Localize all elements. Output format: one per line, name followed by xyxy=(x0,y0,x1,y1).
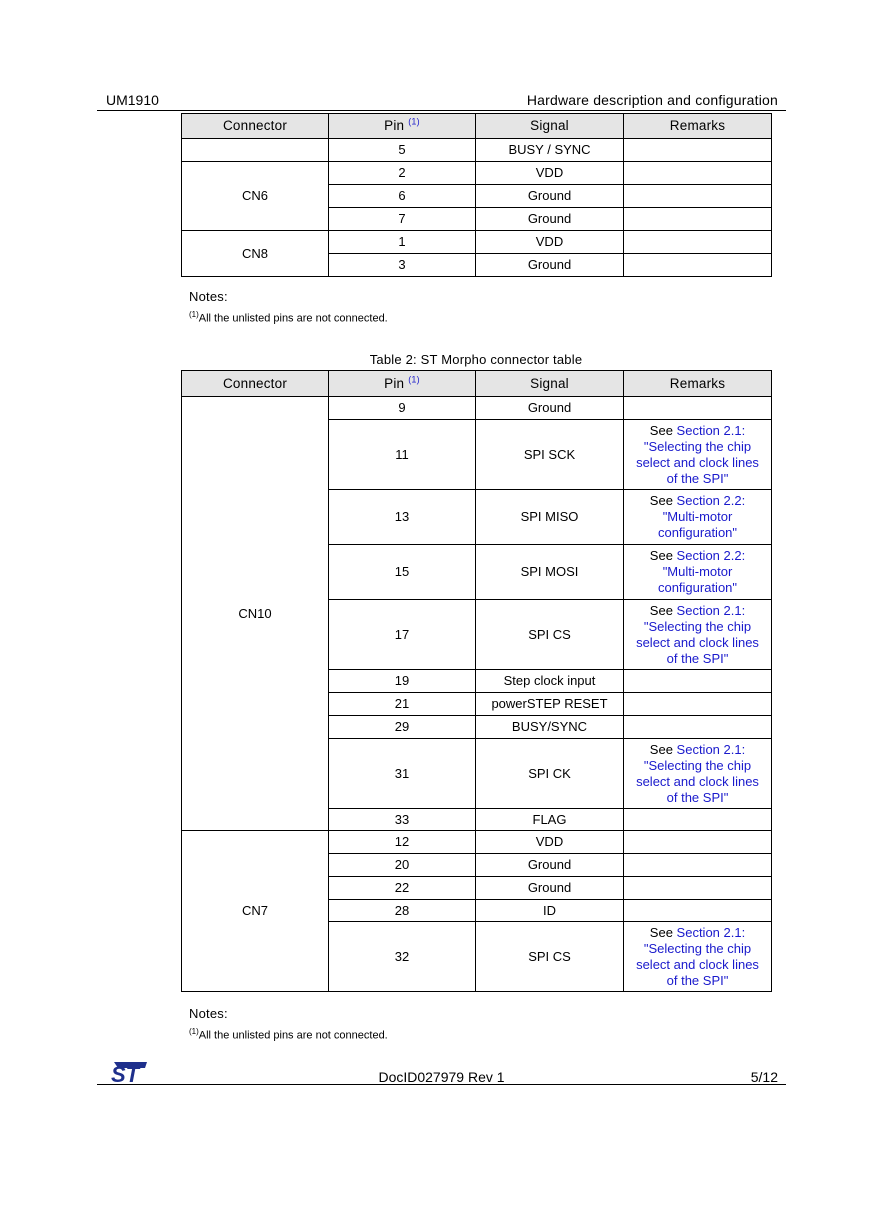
signal-cell: SPI CS xyxy=(476,922,624,992)
pin-cell: 28 xyxy=(329,900,476,922)
column-header-remarks: Remarks xyxy=(624,114,772,139)
page-footer xyxy=(97,1068,786,1085)
pin-cell: 7 xyxy=(329,208,476,231)
notes-title: Notes: xyxy=(189,1006,228,1021)
table-row xyxy=(182,162,772,185)
table-row xyxy=(182,139,772,162)
document-reference: DocID027979 Rev 1 xyxy=(378,1069,505,1085)
pin-cell: 15 xyxy=(329,545,476,600)
remarks-cell: See Section 2.2: "Multi-motor configuration" xyxy=(624,545,772,600)
table-row xyxy=(182,231,772,254)
signal-cell: BUSY/SYNC xyxy=(476,716,624,739)
signal-cell: SPI MISO xyxy=(476,490,624,545)
signal-cell: VDD xyxy=(476,162,624,185)
section-link[interactable]: Section 2.1: "Selecting the chip select and clock lines of the SPI" xyxy=(636,924,759,988)
pin-cell: 21 xyxy=(329,693,476,716)
connector-cell xyxy=(182,139,329,162)
remarks-cell xyxy=(624,139,772,162)
remarks-cell xyxy=(624,809,772,831)
logo-text: ST xyxy=(110,1062,140,1085)
connector-table-continued xyxy=(181,113,772,277)
remarks-cell: See Section 2.1: "Selecting the chip select and clock lines of the SPI" xyxy=(624,420,772,490)
pin-cell: 33 xyxy=(329,809,476,831)
signal-cell: Ground xyxy=(476,208,624,231)
notes-title: Notes: xyxy=(189,289,228,304)
signal-cell: Step clock input xyxy=(476,670,624,693)
remarks-cell xyxy=(624,397,772,420)
table-header-row xyxy=(182,371,772,397)
column-header-signal: Signal xyxy=(476,371,624,397)
signal-cell: FLAG xyxy=(476,809,624,831)
signal-cell: SPI CK xyxy=(476,739,624,809)
page-header xyxy=(97,90,786,111)
remarks-cell xyxy=(624,670,772,693)
pin-cell: 20 xyxy=(329,854,476,877)
signal-cell: VDD xyxy=(476,831,624,854)
remarks-cell: See Section 2.2: "Multi-motor configuration" xyxy=(624,490,772,545)
pin-cell: 9 xyxy=(329,397,476,420)
signal-cell: Ground xyxy=(476,185,624,208)
footnote-marker: (1) xyxy=(408,374,420,384)
pin-cell: 13 xyxy=(329,490,476,545)
remarks-cell xyxy=(624,231,772,254)
section-link[interactable]: Section 2.1: "Selecting the chip select and clock lines of the SPI" xyxy=(636,422,759,486)
column-header-signal: Signal xyxy=(476,114,624,139)
signal-cell: SPI SCK xyxy=(476,420,624,490)
pin-cell: 1 xyxy=(329,231,476,254)
remarks-cell xyxy=(624,900,772,922)
footnote-marker: (1) xyxy=(189,310,199,319)
section-link[interactable]: Section 2.1: "Selecting the chip select and clock lines of the SPI" xyxy=(636,741,759,805)
signal-cell: Ground xyxy=(476,254,624,277)
signal-cell: Ground xyxy=(476,397,624,420)
pin-cell: 22 xyxy=(329,877,476,900)
connector-cell: CN8 xyxy=(182,231,329,277)
section-link[interactable]: Section 2.1: "Selecting the chip select and clock lines of the SPI" xyxy=(636,602,759,666)
note-text: $^{(1)}$All the unlisted pins are not connected. xyxy=(189,310,388,325)
remarks-cell xyxy=(624,716,772,739)
pin-cell: 32 xyxy=(329,922,476,992)
signal-cell: Ground xyxy=(476,854,624,877)
pin-cell: 5 xyxy=(329,139,476,162)
section-link[interactable]: Section 2.2: "Multi-motor configuration" xyxy=(657,493,746,540)
remarks-cell: See Section 2.1: "Selecting the chip select and clock lines of the SPI" xyxy=(624,922,772,992)
table-row xyxy=(182,397,772,420)
remarks-cell xyxy=(624,185,772,208)
remarks-cell xyxy=(624,877,772,900)
remarks-cell xyxy=(624,831,772,854)
signal-cell: BUSY / SYNC xyxy=(476,139,624,162)
pin-cell: 19 xyxy=(329,670,476,693)
footnote-marker: (1) xyxy=(408,116,420,127)
pin-cell: 3 xyxy=(329,254,476,277)
pin-cell: 29 xyxy=(329,716,476,739)
column-header-pin: Pin $^{(1)}$ xyxy=(329,371,476,397)
pin-cell: 17 xyxy=(329,600,476,670)
column-header-remarks: Remarks xyxy=(624,371,772,397)
remarks-cell xyxy=(624,854,772,877)
remarks-cell: See Section 2.1: "Selecting the chip select and clock lines of the SPI" xyxy=(624,600,772,670)
page-number: 5/12 xyxy=(750,1069,778,1085)
pin-cell: 31 xyxy=(329,739,476,809)
table-caption: Table 2: ST Morpho connector table xyxy=(369,352,583,367)
pin-cell: 11 xyxy=(329,420,476,490)
remarks-cell xyxy=(624,162,772,185)
signal-cell: ID xyxy=(476,900,624,922)
remarks-cell: See Section 2.1: "Selecting the chip select and clock lines of the SPI" xyxy=(624,739,772,809)
signal-cell: Ground xyxy=(476,877,624,900)
connector-cell: CN6 xyxy=(182,162,329,231)
section-title: Hardware description and configuration xyxy=(526,92,778,108)
note-text: $^{(1)}$All the unlisted pins are not connected. xyxy=(189,1027,388,1042)
connector-cell: CN10 xyxy=(182,397,329,831)
remarks-cell xyxy=(624,254,772,277)
remarks-cell xyxy=(624,693,772,716)
section-link[interactable]: Section 2.2: "Multi-motor configuration" xyxy=(657,548,746,595)
st-morpho-connector-table xyxy=(181,370,772,992)
document-id: UM1910 xyxy=(106,92,159,108)
column-header-connector: Connector xyxy=(182,371,329,397)
signal-cell: SPI MOSI xyxy=(476,545,624,600)
table-row xyxy=(182,831,772,854)
signal-cell: SPI CS xyxy=(476,600,624,670)
column-header-pin: Pin $^{(1)}$ xyxy=(329,114,476,139)
column-header-connector: Connector xyxy=(182,114,329,139)
table-header-row xyxy=(182,114,772,139)
pin-cell: 2 xyxy=(329,162,476,185)
remarks-cell xyxy=(624,208,772,231)
pin-cell: 12 xyxy=(329,831,476,854)
signal-cell: powerSTEP RESET xyxy=(476,693,624,716)
footnote-marker: (1) xyxy=(189,1027,199,1036)
signal-cell: VDD xyxy=(476,231,624,254)
pin-cell: 6 xyxy=(329,185,476,208)
connector-cell: CN7 xyxy=(182,831,329,992)
